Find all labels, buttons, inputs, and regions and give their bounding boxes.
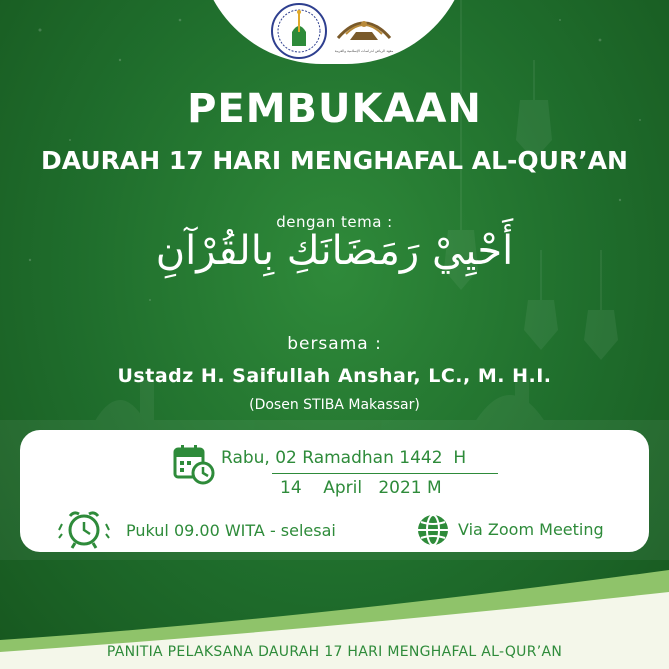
theme-arabic-text: أَحْيِيْ رَمَضَانَكِ بِالقُرْآنِ bbox=[155, 228, 514, 274]
event-time: Pukul 09.00 WITA - selesai bbox=[126, 521, 336, 540]
logo-caption: معهد الرياض لدراسات الإسلامية والعربية bbox=[334, 49, 394, 53]
event-subtitle: DAURAH 17 HARI MENGHAFAL AL-QUR’AN bbox=[41, 146, 628, 175]
date-masehi: 14 April 2021 M bbox=[280, 478, 442, 498]
globe-icon bbox=[416, 513, 450, 547]
date-divider bbox=[272, 473, 498, 474]
speaker-label: bersama : bbox=[287, 334, 382, 354]
speaker-name: Ustadz H. Saifullah Anshar, LC., M. H.I. bbox=[117, 365, 552, 387]
institute-emblem-icon bbox=[270, 2, 328, 60]
date-hijri: Rabu, 02 Ramadhan 1442 H bbox=[221, 448, 467, 468]
footer-organizer: PANITIA PELAKSANA DAURAH 17 HARI MENGHAFAL AL-QUR’AN bbox=[106, 644, 563, 660]
theme-label: dengan tema : bbox=[276, 213, 393, 231]
alarm-clock-icon bbox=[58, 508, 110, 550]
event-title: PEMBUKAAN bbox=[187, 86, 482, 132]
speaker-affiliation: (Dosen STIBA Makassar) bbox=[249, 397, 420, 413]
event-venue: Via Zoom Meeting bbox=[458, 520, 604, 539]
calendar-clock-icon bbox=[173, 443, 215, 485]
